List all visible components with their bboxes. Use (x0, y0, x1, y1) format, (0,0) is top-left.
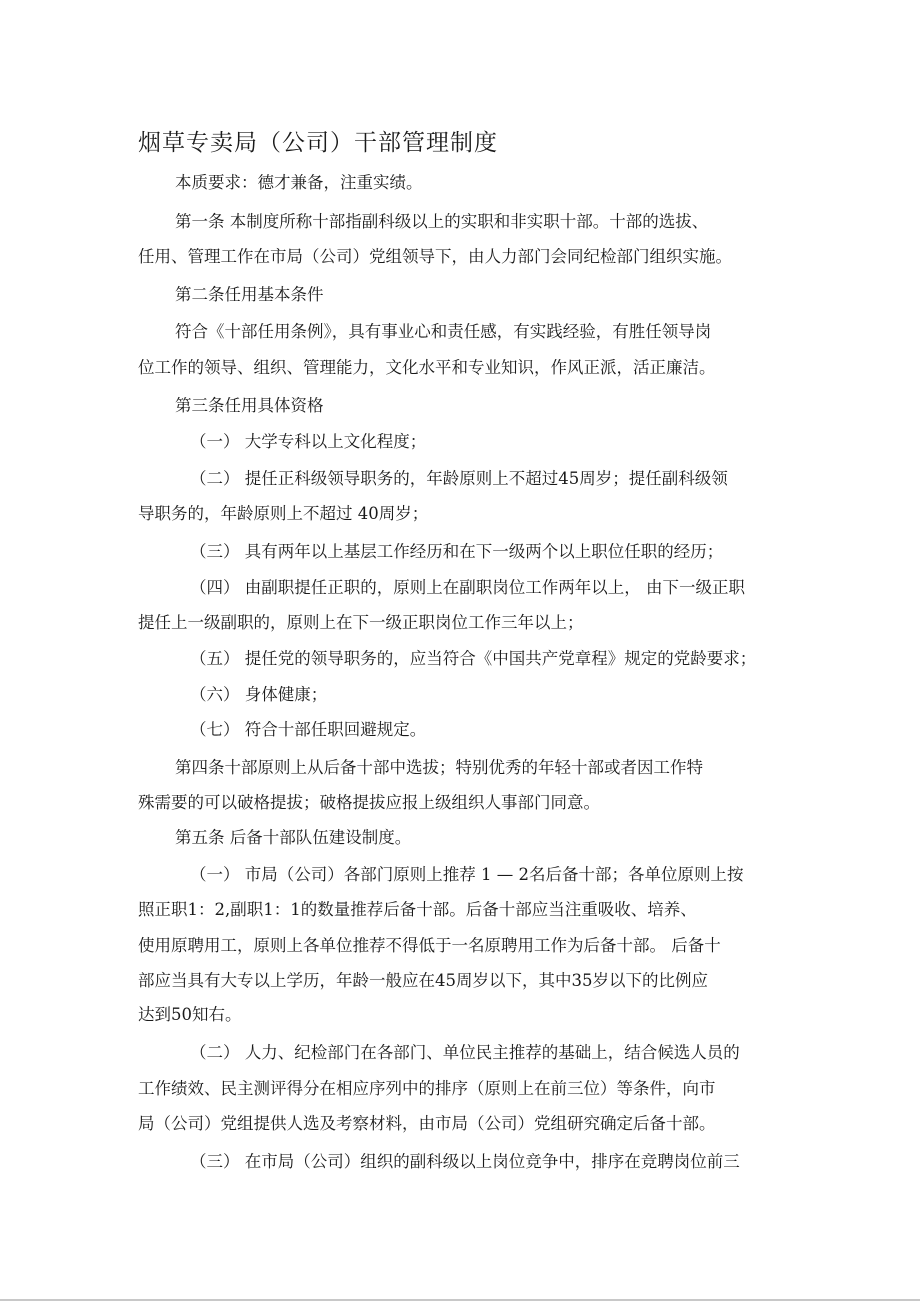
text-line: 本质要求：德才兼备，注重实绩。 (175, 173, 423, 192)
text-line: 第三条任用具体资格 (175, 396, 324, 415)
text-line: （七） 符合十部任职回避规定。 (190, 720, 427, 739)
text-line: （二） 提任正科级领导职务的，年龄原则上不超过45周岁；提任副科级领 (190, 469, 728, 488)
text-line: 工作绩效、民主测评得分在相应序列中的排序（原则上在前三位）等条件，向市 (138, 1079, 716, 1098)
text-line: （四） 由副职提任正职的，原则上在副职岗位工作两年以上， 由下一级正职 (190, 578, 745, 597)
text-line: （六） 身体健康； (190, 685, 328, 704)
text-line: 第二条任用基本条件 (175, 285, 324, 304)
text-line: （二） 人力、纪检部门在各部门、单位民主推荐的基础上，结合候选人员的 (190, 1043, 740, 1062)
text-line: 提任上一级副职的，原则上在下一级正职岗位工作三年以上； (138, 613, 584, 632)
text-line: 导职务的，年龄原则上不超过 40周岁； (138, 504, 429, 523)
text-line: 照正职1：2,副职1：1的数量推荐后备十部。后备十部应当注重吸收、培养、 (138, 900, 697, 919)
text-line: 局（公司）党组提供人选及考察材料，由市局（公司）党组研究确定后备十部。 (138, 1114, 716, 1133)
text-line: 第四条十部原则上从后备十部中选拔；特别优秀的年轻十部或者因工作特 (175, 758, 703, 777)
text-line: 达到50知右。 (138, 1005, 242, 1024)
text-line: 使用原聘用工，原则上各单位推荐不得低于一名原聘用工作为后备十部。 后备十 (138, 936, 721, 955)
text-line: （一） 市局（公司）各部门原则上推荐 1 — 2名后备十部；各单位原则上按 (190, 865, 744, 884)
text-line: （五） 提任党的领导职务的，应当符合《中国共产党章程》规定的党龄要求； (190, 649, 757, 668)
text-line: 部应当具有大专以上学历，年龄一般应在45周岁以下，其中35岁以下的比例应 (138, 971, 708, 990)
text-line: 殊需要的可以破格提拔；破格提拔应报上级组织人事部门同意。 (138, 793, 600, 812)
text-line: 第一条 本制度所称十部指副科级以上的实职和非实职十部。十部的选拔、 (175, 212, 709, 231)
text-line: 位工作的领导、组织、管理能力，文化水平和专业知识，作风正派，活正廉洁。 (138, 358, 716, 377)
document-title: 烟草专卖局（公司）干部管理制度 (138, 130, 498, 156)
text-line: 符合《十部任用条例》，具有事业心和责任感，有实践经验，有胜任领导岗 (175, 322, 712, 341)
page-bottom-edge (0, 1299, 920, 1301)
text-line: （三） 具有两年以上基层工作经历和在下一级两个以上职位任职的经历； (190, 542, 724, 561)
text-line: （三） 在市局（公司）组织的副科级以上岗位竞争中，排序在竞聘岗位前三 (190, 1152, 740, 1171)
text-line: （一） 大学专科以上文化程度； (190, 432, 427, 451)
text-line: 任用、管理工作在市局（公司）党组领导下，由人力部门会同纪检部门组织实施。 (138, 247, 732, 266)
text-line: 第五条 后备十部队伍建设制度。 (175, 828, 412, 847)
